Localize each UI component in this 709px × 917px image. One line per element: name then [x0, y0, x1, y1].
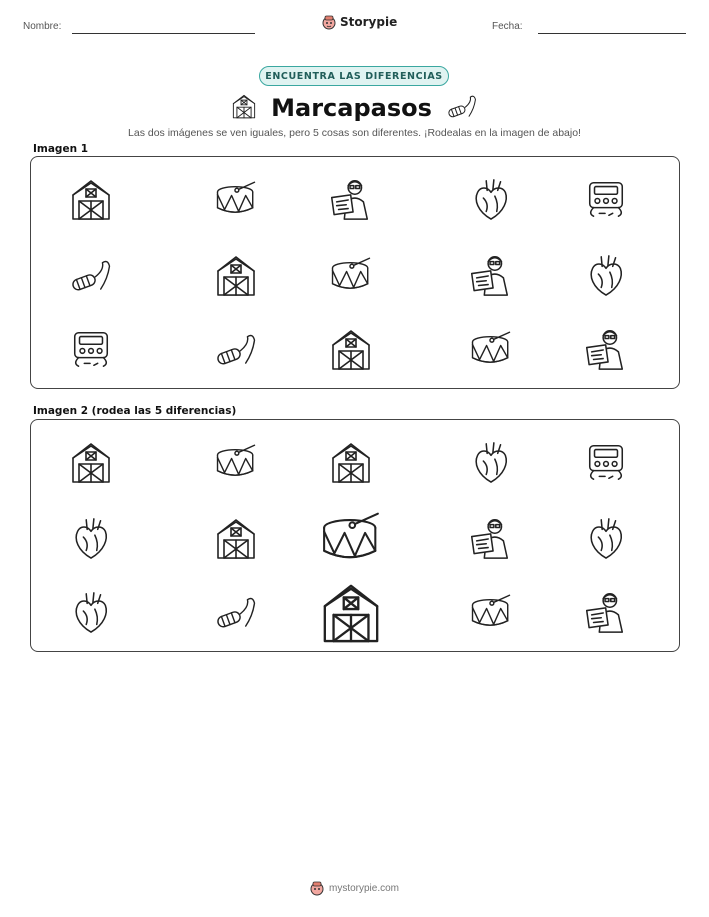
- footer-url[interactable]: mystorypie.com: [328, 882, 399, 894]
- image1-pacemaker-icon: [584, 177, 628, 221]
- image2-drum-icon[interactable]: [469, 590, 513, 634]
- footer: [0, 880, 709, 896]
- image2-barn-icon[interactable]: [69, 440, 113, 484]
- image2-pacemaker-icon[interactable]: [584, 440, 628, 484]
- image1-heart-icon: [469, 177, 513, 221]
- image2-heart-icon[interactable]: [69, 590, 113, 634]
- title-row: [0, 91, 709, 125]
- image2-barn-icon[interactable]: [319, 580, 383, 644]
- brand-name: Storypie: [340, 15, 398, 29]
- image1-drum-icon: [469, 327, 513, 371]
- image2-label: Imagen 2 (rodea las 5 diferencias): [33, 405, 237, 417]
- image1-barn-icon: [69, 177, 113, 221]
- image2-drum-icon[interactable]: [319, 506, 383, 570]
- image1-pacemaker-icon: [69, 327, 113, 371]
- image1-doctor-icon: [469, 253, 513, 297]
- image1-doctor-icon: [584, 327, 628, 371]
- image2-doctor-icon[interactable]: [469, 516, 513, 560]
- image2-heart-icon[interactable]: [69, 516, 113, 560]
- image1-drum-icon: [329, 253, 373, 297]
- image2-heart-icon[interactable]: [469, 440, 513, 484]
- storypie-mascot-icon: [322, 14, 336, 30]
- image1-doctor-icon: [329, 177, 373, 221]
- name-label: Nombre:: [23, 21, 62, 32]
- image2-doctor-icon[interactable]: [584, 590, 628, 634]
- pacemaker-lead-icon: [446, 93, 478, 123]
- image1-heart-icon: [584, 253, 628, 297]
- image2-lead-icon[interactable]: [214, 590, 258, 634]
- storypie-mascot-icon: [310, 880, 324, 896]
- instructions: Las dos imágenes se ven iguales, pero 5 cosas son diferentes. ¡Rodealas en la imagen de abajo!: [128, 127, 581, 139]
- image1-lead-icon: [69, 253, 113, 297]
- image1-lead-icon: [214, 327, 258, 371]
- image1-barn-icon: [214, 253, 258, 297]
- barn-icon: [231, 93, 257, 123]
- image2-barn-icon[interactable]: [214, 516, 258, 560]
- page-title: Marcapasos: [271, 94, 432, 122]
- activity-badge: ENCUENTRA LAS DIFERENCIAS: [259, 66, 449, 86]
- image2-heart-icon[interactable]: [584, 516, 628, 560]
- brand-logo: [322, 14, 397, 30]
- date-label: Fecha:: [492, 21, 523, 32]
- image2-drum-icon[interactable]: [214, 440, 258, 484]
- name-line[interactable]: [72, 33, 255, 34]
- image1-panel: [30, 156, 680, 389]
- date-line[interactable]: [538, 33, 686, 34]
- image1-label: Imagen 1: [33, 143, 89, 155]
- image1-drum-icon: [214, 177, 258, 221]
- image2-panel[interactable]: [30, 419, 680, 652]
- image2-barn-icon[interactable]: [329, 440, 373, 484]
- image1-barn-icon: [329, 327, 373, 371]
